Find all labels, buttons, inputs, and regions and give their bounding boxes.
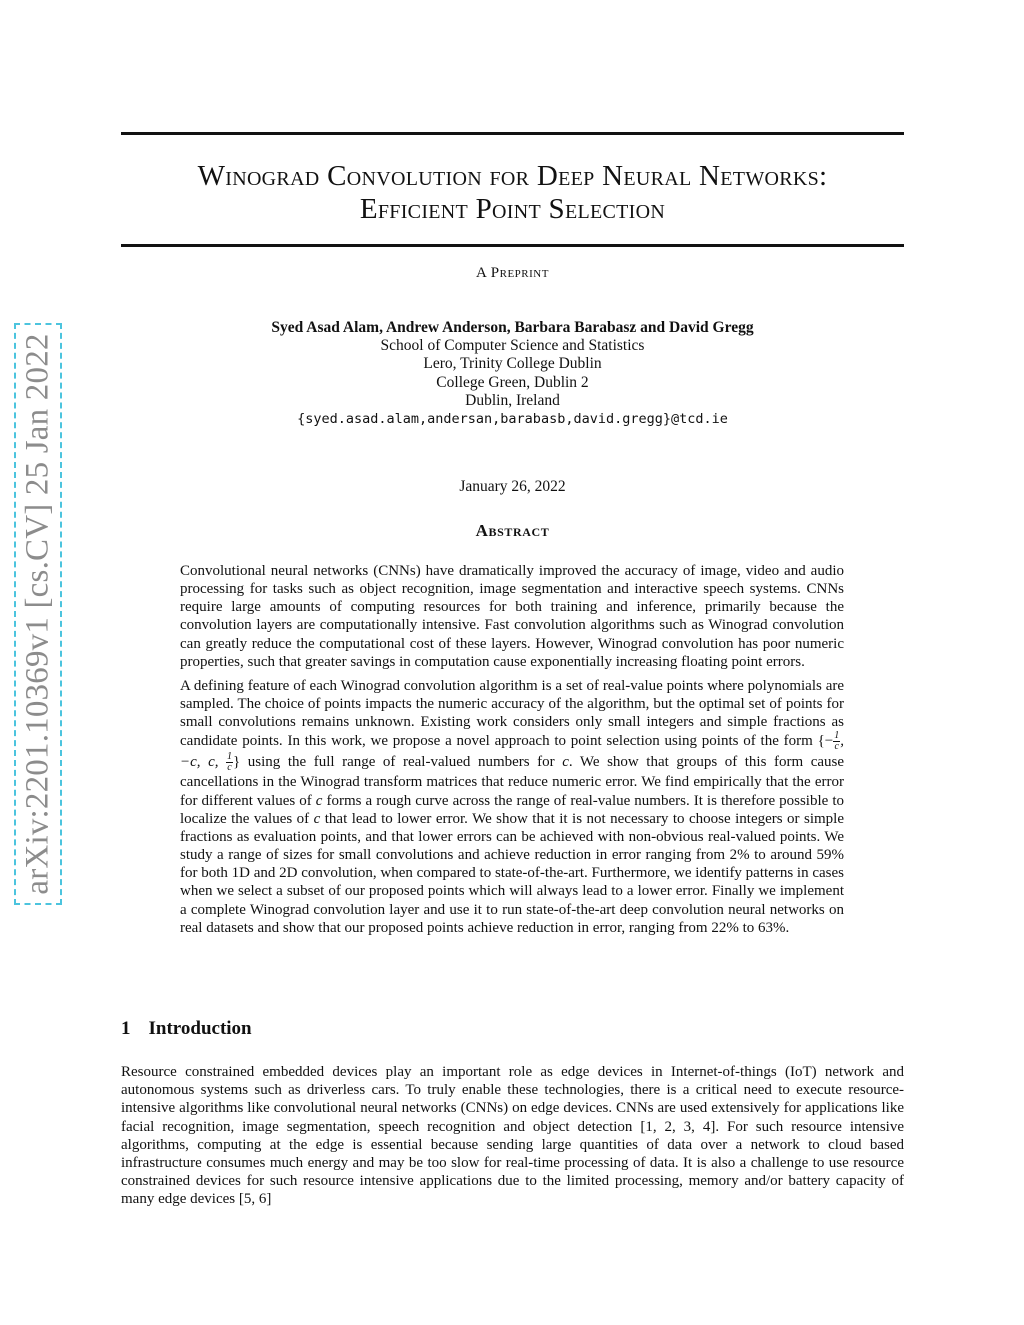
affiliation-institution: Lero, Trinity College Dublin — [423, 355, 602, 373]
section-heading-introduction — [121, 1018, 252, 1040]
math-var-c: c — [313, 810, 321, 827]
abstract-p2-part-b: using the full range of real-valued numbers for — [247, 754, 555, 771]
abstract-p2-part-d: forms a rough curve across the range of real-value numbers. It is therefore possible to localize the values of — [180, 792, 844, 827]
section-number: 1 — [121, 1018, 131, 1039]
fraction-numerator: 1 — [834, 730, 840, 742]
math-var-c: c — [315, 792, 323, 809]
math-var-c: c — [562, 754, 569, 771]
affiliation-address: College Green, Dublin 2 — [436, 373, 589, 391]
formula-middle: , −c, c, — [180, 733, 844, 771]
paper-title-line-2: Efficient Point Selection — [359, 193, 666, 225]
fraction-numerator: 1 — [227, 751, 233, 763]
abstract-p2-part-c: . We show that groups of this form cause cancellations in the Winograd transform matrices that reduce numeric error. We find empirically that the error for different values of — [180, 754, 844, 809]
abstract-heading: Abstract — [475, 521, 550, 540]
intro-text-part-b: . For such resource intensive algorithms, computing at the edge is essential because sending large quantities of data over a network to cloud based infrastructure consumes much energy and may be too slow for real-time processing of data. It is also a challenge to use resource constrained devices for such resource intensive applications due to the limited processing, memory and/or battery capacity of many edge devices — [121, 1118, 905, 1208]
formula-fraction-2 — [226, 752, 233, 773]
fraction-denominator: c — [227, 762, 232, 774]
abstract-p2-part-e: that lead to lower error. We show that it is not necessary to choose integers or simple fractions as evaluation points, and that lower errors can be achieved with non-obvious real-valued points. We study a range of sizes for small convolutions and achieve reduction in error ranging from 2% to around 59% for both 1D and 2D convolution, when compared to state-of-the-art. Furthermore, we identify patterns in cases when we select a subset of our proposed points which will always lead to a lower error. Finally we implement a complete Winograd convolution layer and use it to run state-of-the-art deep convolution neural networks on real datasets and show that our proposed points achieve reduction in error, ranging from 22% to 63%. — [180, 810, 845, 936]
section-title: Introduction — [148, 1018, 252, 1039]
arxiv-identifier: arXiv:2201.10369v1 [cs.CV] 25 Jan 2022 — [19, 333, 56, 895]
author-names: Syed Asad Alam, Andrew Anderson, Barbara Barabasz and David Gregg — [271, 319, 754, 336]
author-emails: {syed.asad.alam,andersan,barabasb,david.gregg}@tcd.ie — [297, 411, 728, 428]
abstract-paragraph-1: Convolutional neural networks (CNNs) have dramatically improved the accuracy of image, video and audio processing for tasks such as object recognition, image segmentation and interactive speech systems. CNNs require large amounts of computing resources for both training and inference, primarily because the convolution layers are computationally intensive. Fast convolution algorithms such as Winograd convolution can greatly reduce the computational cost of these layers. However, Winograd convolution has poor numeric properties, such that greater savings in computation cause exponentially increasing floating point errors. — [180, 563, 844, 670]
paper-title — [121, 160, 904, 226]
citation-link[interactable]: [5, 6] — [238, 1191, 272, 1208]
intro-text-part-a: Resource constrained embedded devices play an important role as edge devices in Internet-of-things (IoT) network and autonomous systems such as driverless cars. To truly enable these technologies, there is a critical need to execute resource-intensive algorithms like convolutional neural networks (CNNs) on edge devices. CNNs are used extensively for applications like facial recognition, image segmentation, speech recognition and object detection — [121, 1064, 904, 1135]
formula-open: {− — [817, 733, 834, 750]
abstract-p2-part-a: A defining feature of each Winograd convolution algorithm is a set of real-value points where polynomials are sampled. The choice of points impacts the numeric accuracy of the algorithm, but the optimal set of points for small convolutions remains unknown. Existing work considers only small integers and simple fractions as candidate points. In this work, we propose a novel approach to point selection using points of the form — [180, 677, 844, 750]
affiliation-country: Dublin, Ireland — [465, 391, 560, 409]
fraction-denominator: c — [834, 741, 839, 753]
preprint-label: A Preprint — [476, 265, 549, 281]
title-bottom-rule — [121, 244, 904, 247]
formula-close: } — [233, 754, 241, 771]
publication-date: January 26, 2022 — [459, 478, 566, 495]
author-block — [121, 319, 904, 428]
affiliation-school: School of Computer Science and Statistics — [380, 337, 645, 355]
paper-title-line-1: Winograd Convolution for Deep Neural Networks: — [197, 160, 828, 192]
abstract-paragraph-2 — [180, 677, 844, 937]
citation-link[interactable]: [1, 2, 3, 4] — [640, 1118, 716, 1135]
introduction-paragraph — [121, 1063, 904, 1209]
title-top-rule — [121, 132, 904, 135]
abstract-body — [180, 562, 844, 943]
